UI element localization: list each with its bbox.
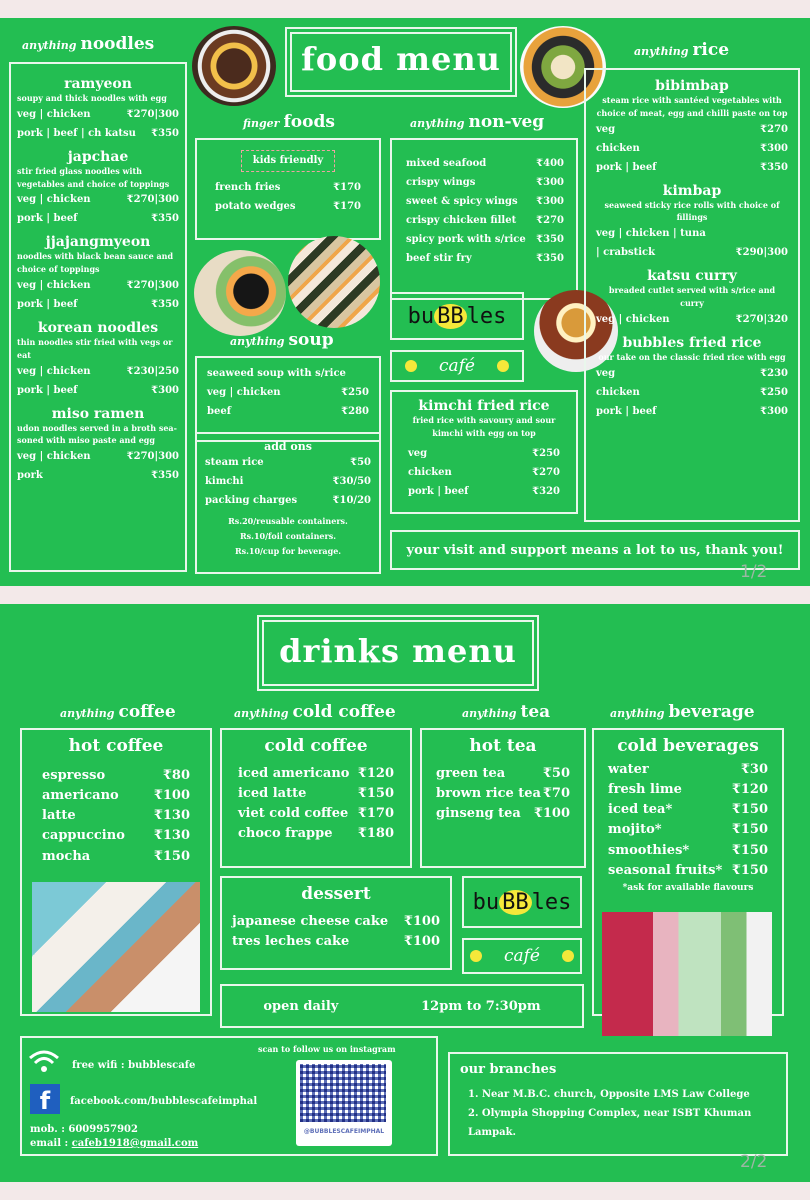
email-row: email : cafeb1918@gmail.com: [30, 1138, 199, 1149]
menu-row: [17, 362, 179, 381]
kimbap-photo: [288, 236, 380, 328]
item-price: ₹350: [151, 127, 179, 139]
thank-you-text: your visit and support means a lot to us, thank you!: [406, 542, 784, 558]
menu-row: [207, 402, 369, 421]
menu-item: [17, 234, 179, 314]
item-price: ₹400: [536, 158, 564, 169]
drinks-menu-page: [0, 604, 810, 1182]
facebook-link[interactable]: facebook.com/bubblescafeimphal: [70, 1096, 258, 1107]
menu-row: [596, 383, 788, 402]
menu-row: [207, 383, 369, 402]
email-link[interactable]: cafeb1918@gmail.com: [71, 1138, 199, 1149]
item-price: ₹120: [731, 782, 768, 798]
menu-row: [608, 800, 768, 820]
menu-row: [596, 224, 788, 243]
menu-item: [596, 268, 788, 329]
item-name: japanese cheese cake: [232, 914, 389, 929]
item-name: beef stir fry: [406, 253, 472, 264]
item-name: pork | beef | ch katsu: [17, 127, 136, 139]
item-name: cappuccino: [42, 828, 125, 844]
add-on-note: Rs.20/reusable containers.: [228, 516, 348, 526]
kids-friendly-badge: kids friendly: [241, 150, 335, 172]
item-name: mixed seafood: [406, 158, 487, 169]
add-on-note: Rs.10/foil containers.: [240, 531, 336, 542]
item-price: ₹300: [760, 405, 788, 417]
menu-row: [17, 105, 179, 124]
cafe-label: café: [390, 350, 524, 382]
item-price: ₹150: [153, 848, 190, 864]
cold-coffee-panel: [220, 728, 412, 868]
finger-foods-panel: [195, 138, 381, 240]
menu-item: [17, 149, 179, 229]
item-name: choco frappe: [238, 826, 333, 842]
cold-coffee-heading: anything cold coffee: [234, 702, 396, 722]
cafe-label-2: café: [462, 938, 582, 974]
menu-row: [42, 806, 190, 826]
item-name: veg | chicken: [17, 279, 91, 291]
menu-row: [215, 197, 361, 216]
soup-heading: anything soup: [230, 330, 334, 350]
item-name: crispy chicken fillet: [406, 215, 517, 226]
cold-coffee-title: cold coffee: [264, 736, 368, 756]
item-name: viet cold coffee: [238, 806, 349, 822]
flavour-note: *ask for available flavours: [622, 882, 754, 893]
item-price: ₹130: [153, 808, 190, 824]
item-name: kimchi: [205, 476, 244, 487]
item-name: pork | beef: [596, 405, 657, 417]
item-price: ₹120: [357, 766, 394, 781]
item-desc: our take on the classic fried rice with egg: [598, 351, 786, 362]
item-title: jjajangmyeon: [45, 234, 151, 251]
item-name: chicken: [408, 466, 452, 478]
item-name: seasonal fruits*: [608, 862, 723, 878]
item-price: ₹150: [731, 802, 768, 818]
item-desc: stir fried glass noodles with vegetables and choice of toppings: [17, 165, 170, 189]
kimchi-fried-rice-panel: [390, 390, 578, 514]
menu-row: [406, 211, 564, 230]
food-menu-page: [0, 18, 810, 586]
contact-panel: [20, 1036, 438, 1156]
item-name: veg | chicken: [17, 194, 91, 206]
branch-item: 2. Olympia Shopping Complex, near ISBT Khuman Lampak.: [468, 1108, 752, 1138]
add-on-note: Rs.10/cup for beverage.: [234, 546, 342, 557]
menu-row: [596, 402, 788, 421]
item-price: ₹300: [760, 142, 788, 154]
noodles-heading: anything noodles: [22, 34, 155, 54]
menu-row: [232, 912, 440, 932]
item-price: ₹130: [153, 828, 190, 844]
item-title: japchae: [67, 148, 129, 165]
item-price: ₹270: [760, 123, 788, 135]
item-name: pork: [17, 470, 43, 482]
item-desc: noodles with black bean sauce and choice of toppings: [17, 251, 174, 275]
item-name: pork | beef: [408, 485, 469, 497]
item-price: ₹70: [542, 786, 570, 802]
item-price: ₹150: [357, 786, 394, 802]
item-price: ₹100: [533, 806, 570, 822]
menu-row: [596, 310, 788, 329]
bubbles-logo-2: bu BB les: [462, 876, 582, 928]
item-name: veg | chicken: [17, 365, 91, 377]
menu-row: [608, 760, 768, 780]
rice-heading: anything rice: [634, 40, 730, 60]
noodles-panel: [9, 62, 187, 572]
menu-row: [406, 230, 564, 249]
item-name: packing charges: [205, 495, 298, 506]
facebook-icon: f: [30, 1084, 60, 1114]
menu-row: [232, 932, 440, 952]
bubbles-logo: bu BB les: [390, 292, 524, 340]
item-price: ₹270|300: [126, 279, 179, 291]
open-hours: 12pm to 7:30pm: [421, 998, 541, 1014]
item-name: veg | chicken: [17, 451, 91, 463]
item-name: green tea: [436, 766, 506, 781]
item-name: veg | chicken: [17, 108, 91, 120]
item-title: ramyeon: [64, 76, 132, 92]
item-name: veg | chicken | tuna: [596, 228, 706, 240]
finger-foods-heading: finger foods: [243, 112, 335, 132]
item-price: ₹300: [536, 196, 564, 207]
item-price: ₹100: [403, 934, 440, 950]
menu-row: [608, 861, 768, 881]
menu-row: [205, 491, 371, 510]
item-name: iced tea*: [608, 802, 673, 818]
menu-row: [596, 364, 788, 383]
item-price: ₹50: [542, 766, 570, 781]
item-name: iced americano: [238, 766, 350, 781]
item-price: ₹230: [760, 367, 788, 379]
item-price: ₹270|320: [735, 313, 788, 325]
menu-row: [608, 780, 768, 800]
menu-item: [17, 320, 179, 400]
item-price: ₹170: [333, 182, 361, 193]
item-name: veg: [596, 123, 616, 135]
item-price: ₹250: [532, 447, 560, 459]
item-title: kimbap: [662, 182, 722, 199]
item-name: french fries: [215, 182, 281, 193]
item-price: ₹270: [532, 466, 560, 478]
soup-panel: [195, 356, 381, 442]
item-name: iced latte: [238, 786, 307, 802]
item-price: ₹270|300: [126, 451, 179, 463]
item-name: smoothies*: [608, 842, 690, 858]
item-name: potato wedges: [215, 201, 296, 212]
desserts-photo: [32, 882, 200, 1012]
instagram-qr-code[interactable]: [296, 1060, 392, 1146]
menu-row: [17, 190, 179, 209]
item-name: pork | beef: [596, 161, 657, 173]
item-name: fresh lime: [608, 782, 682, 798]
item-name: tres leches cake: [232, 934, 350, 950]
item-name: crispy wings: [406, 177, 476, 188]
menu-row: [436, 784, 570, 804]
item-name: veg | chicken: [596, 313, 670, 325]
open-daily-label: open daily: [263, 998, 339, 1014]
item-price: ₹350: [151, 298, 179, 310]
hot-coffee-title: hot coffee: [68, 736, 164, 756]
menu-item: [596, 78, 788, 177]
instagram-scan-text: scan to follow us on instagram: [258, 1044, 396, 1054]
item-desc: steam rice with santéed vegetables with choice of meat, egg and chilli paste on top: [596, 95, 788, 118]
non-veg-panel: [390, 138, 578, 300]
cold-beverages-title: cold beverages: [617, 736, 759, 756]
menu-item: [596, 183, 788, 263]
item-price: ₹350: [151, 470, 179, 482]
menu-row: [406, 173, 564, 192]
item-price: ₹30/50: [332, 476, 371, 487]
item-price: ₹350: [536, 253, 564, 264]
item-price: ₹80: [162, 768, 190, 783]
menu-row: [17, 447, 179, 466]
item-price: ₹350: [760, 161, 788, 173]
bibimbap-photo-1: [192, 26, 276, 106]
item-name: | crabstick: [596, 247, 656, 259]
kimchi-fried-rice-title: kimchi fried rice: [418, 398, 550, 414]
menu-row: [436, 764, 570, 784]
menu-item: [596, 335, 788, 421]
drinks-menu-title-box: [262, 620, 534, 686]
item-name: pork | beef: [17, 213, 78, 225]
item-price: ₹350: [151, 213, 179, 225]
rice-panel: [584, 68, 800, 522]
item-price: ₹150: [731, 862, 768, 878]
item-price: ₹10/20: [332, 495, 371, 506]
menu-row: [608, 841, 768, 861]
menu-row: [17, 381, 179, 400]
item-name: veg: [596, 367, 616, 379]
menu-row: [408, 444, 560, 463]
item-price: ₹270|300: [126, 194, 179, 206]
menu-row: [596, 243, 788, 262]
item-price: ₹150: [731, 822, 768, 838]
item-name: spicy pork with s/rice: [406, 234, 526, 245]
item-name: sweet & spicy wings: [406, 196, 518, 207]
thank-you-banner: [390, 530, 800, 570]
menu-row: [215, 178, 361, 197]
item-price: ₹50: [350, 457, 371, 468]
item-name: mojito*: [608, 822, 662, 838]
item-desc: breaded cutlet served with s/rice and curry: [608, 285, 776, 308]
add-ons-panel: [195, 432, 381, 574]
item-price: ₹30: [740, 762, 768, 777]
kimchi-fried-rice-desc: fried rice with savoury and sour kimchi with egg on top: [412, 415, 556, 438]
item-price: ₹230|250: [126, 365, 179, 377]
item-price: ₹250: [760, 386, 788, 398]
branch-item: 1. Near M.B.C. church, Opposite LMS Law College: [468, 1089, 750, 1100]
wifi-text: free wifi : bubblescafe: [72, 1060, 196, 1071]
item-name: latte: [42, 808, 76, 824]
item-price: ₹170: [333, 201, 361, 212]
menu-row: [42, 826, 190, 846]
item-price: ₹180: [357, 826, 394, 842]
page-number-2: 2/2: [740, 1152, 768, 1172]
menu-row: [608, 820, 768, 840]
item-price: ₹350: [536, 234, 564, 245]
mojito-photo: [602, 912, 772, 1036]
item-name: water: [608, 762, 649, 777]
branches-panel: [448, 1052, 788, 1156]
menu-row: [596, 120, 788, 139]
item-price: ₹100: [153, 788, 190, 804]
soup-photo: [194, 250, 286, 336]
open-hours-banner: [220, 984, 584, 1028]
item-name: brown rice tea: [436, 786, 541, 802]
non-veg-heading: anything non-veg: [410, 112, 545, 132]
menu-row: [238, 804, 394, 824]
item-desc: soupy and thick noodles with egg: [17, 93, 167, 103]
item-name: americano: [42, 788, 119, 804]
menu-row: [205, 472, 371, 491]
menu-row: [406, 249, 564, 268]
menu-row: [406, 192, 564, 211]
menu-item: [17, 76, 179, 143]
tea-heading: anything tea: [462, 702, 551, 722]
branches-title: our branches: [460, 1062, 557, 1077]
item-price: ₹150: [731, 842, 768, 858]
item-title: bubbles fried rice: [622, 334, 762, 351]
menu-row: [238, 824, 394, 844]
item-price: ₹300: [151, 384, 179, 396]
hot-tea-title: hot tea: [469, 736, 537, 756]
item-desc: thin noodles stir fried with vegs or eat: [17, 336, 173, 360]
wifi-icon: [28, 1048, 60, 1074]
menu-row: [596, 139, 788, 158]
add-ons-title: add ons: [264, 440, 312, 453]
item-name: mocha: [42, 848, 91, 864]
menu-row: [17, 209, 179, 228]
item-name: veg | chicken: [207, 387, 281, 398]
item-title: miso ramen: [51, 405, 145, 422]
item-name: chicken: [596, 142, 640, 154]
item-name: pork | beef: [17, 298, 78, 310]
menu-row: [406, 154, 564, 173]
menu-row: [436, 804, 570, 824]
menu-row: [205, 453, 371, 472]
menu-row: [17, 295, 179, 314]
item-name: veg: [408, 447, 428, 459]
dessert-panel: [220, 876, 452, 970]
item-name: steam rice: [205, 457, 264, 468]
item-name: pork | beef: [17, 384, 78, 396]
item-price: ₹170: [357, 806, 394, 822]
item-price: ₹250: [341, 387, 369, 398]
coffee-heading: anything coffee: [60, 702, 176, 722]
item-price: ₹320: [532, 485, 560, 497]
hot-tea-panel: [420, 728, 586, 868]
item-price: ₹280: [341, 406, 369, 417]
dessert-title: dessert: [301, 884, 371, 904]
menu-item: [17, 406, 179, 486]
item-desc: udon noodles served in a broth sea-soned with miso paste and egg: [17, 422, 177, 446]
menu-row: [408, 463, 560, 482]
food-menu-title-box: [290, 32, 512, 92]
item-price: ₹100: [403, 914, 440, 929]
menu-row: [42, 847, 190, 867]
item-title: korean noodles: [37, 319, 159, 336]
menu-row: [42, 766, 190, 786]
item-desc: seaweed sticky rice rolls with choice of fillings: [604, 199, 780, 223]
menu-row: [42, 786, 190, 806]
item-name: seaweed soup with s/rice: [207, 368, 346, 379]
item-title: bibimbap: [655, 78, 729, 94]
item-title: katsu curry: [647, 268, 737, 285]
item-name: beef: [207, 406, 232, 417]
menu-row: [408, 482, 560, 501]
mobile-number: mob. : 6009957902: [30, 1124, 138, 1135]
item-price: ₹270: [536, 215, 564, 226]
drinks-menu-title: drinks menu: [279, 632, 517, 670]
item-price: ₹300: [536, 177, 564, 188]
item-name: espresso: [42, 768, 106, 783]
menu-row: [207, 364, 369, 383]
menu-row: [17, 466, 179, 485]
menu-row: [238, 784, 394, 804]
item-price: ₹290|300: [735, 247, 788, 259]
menu-row: [238, 764, 394, 784]
item-price: ₹270|300: [126, 108, 179, 120]
food-menu-title: food menu: [301, 40, 501, 78]
menu-row: [17, 276, 179, 295]
beverage-heading: anything beverage: [610, 702, 755, 722]
instagram-handle: @BUBBLESCAFEIMPHAL: [303, 1128, 385, 1135]
menu-row: [596, 158, 788, 177]
menu-row: [17, 124, 179, 143]
page-number-1: 1/2: [740, 562, 768, 582]
item-name: chicken: [596, 386, 640, 398]
item-name: ginseng tea: [436, 806, 521, 822]
